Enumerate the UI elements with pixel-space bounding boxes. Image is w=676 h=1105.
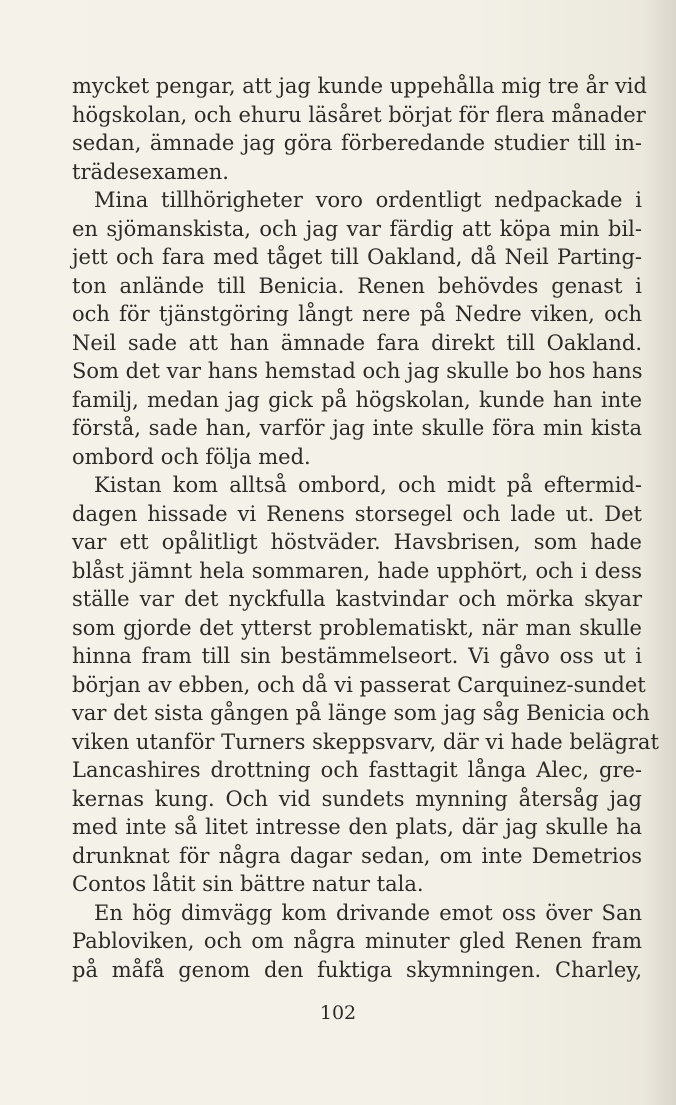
paragraph xyxy=(72,899,642,985)
text-line: var ett opålitligt höstväder. Havsbrisen, som hade xyxy=(72,530,642,554)
text-line: trädesexamen. xyxy=(72,159,229,184)
text-line: ställe var det nyckfulla kastvindar och mörka skyar xyxy=(72,587,642,611)
paragraph xyxy=(72,186,642,471)
page-number: 102 xyxy=(319,1002,357,1024)
text-line: ton anlände till Benicia. Renen behövdes genast i xyxy=(72,273,642,298)
paragraph xyxy=(72,471,659,899)
text-line: Contos låtit sin bättre natur tala. xyxy=(72,872,424,896)
text-line: Kistan kom alltså ombord, och midt på eftermid- xyxy=(94,473,642,497)
text-line: blåst jämnt hela sommaren, hade upphört, och i dess xyxy=(72,558,642,583)
text-line: Mina tillhörigheter voro ordentligt nedpackade i xyxy=(94,188,642,212)
text-line: familj, medan jag gick på högskolan, kunde han inte xyxy=(72,387,642,412)
text-line: viken utanför Turners skeppsvarv, där vi hade belägrat xyxy=(72,729,659,754)
text-line: sedan, ämnade jag göra förberedande studier till in- xyxy=(72,131,642,155)
text-line: Pabloviken, och om några minuter gled Renen fram xyxy=(72,929,642,953)
body-text xyxy=(72,72,659,984)
text-line: hinna fram till sin bestämmelseort. Vi gåvo oss ut i xyxy=(72,644,642,668)
text-line: En hög dimvägg kom drivande emot oss över San xyxy=(94,900,642,925)
text-line: högskolan, och ehuru läsåret börjat för flera månader xyxy=(72,102,646,127)
text-line: en sjömanskista, och jag var färdig att köpa min bil- xyxy=(72,216,642,241)
text-line: Som det var hans hemstad och jag skulle bo hos hans xyxy=(72,359,643,383)
paragraph xyxy=(72,72,647,186)
text-line: drunknat för några dagar sedan, om inte Demetrios xyxy=(72,843,642,868)
text-line: mycket pengar, att jag kunde uppehålla mig tre år vid xyxy=(72,74,647,98)
text-line: ombord och följa med. xyxy=(72,444,311,469)
text-line: Lancashires drottning och fasttagit långa Alec, gre- xyxy=(72,758,642,782)
text-line: dagen hissade vi Renens storsegel och lade ut. Det xyxy=(72,501,642,526)
text-line: Neil sade att han ämnade fara direkt till Oakland. xyxy=(72,330,642,355)
text-line: början av ebben, och då vi passerat Carquinez-sundet xyxy=(72,672,646,697)
text-line: var det sista gången på länge som jag såg Benicia och xyxy=(72,701,650,725)
text-line: med inte så litet intresse den plats, där jag skulle ha xyxy=(72,815,642,839)
text-line: förstå, sade han, varför jag inte skulle föra min kista xyxy=(72,416,642,440)
text-line: jett och fara med tåget till Oakland, då Neil Parting- xyxy=(72,245,642,269)
text-line: kernas kung. Och vid sundets mynning återsåg jag xyxy=(72,786,642,811)
text-line: på måfå genom den fuktiga skymningen. Charley, xyxy=(72,957,642,982)
text-line: som gjorde det ytterst problematiskt, när man skulle xyxy=(72,615,642,640)
text-line: och för tjänstgöring långt nere på Nedre viken, och xyxy=(72,302,642,326)
